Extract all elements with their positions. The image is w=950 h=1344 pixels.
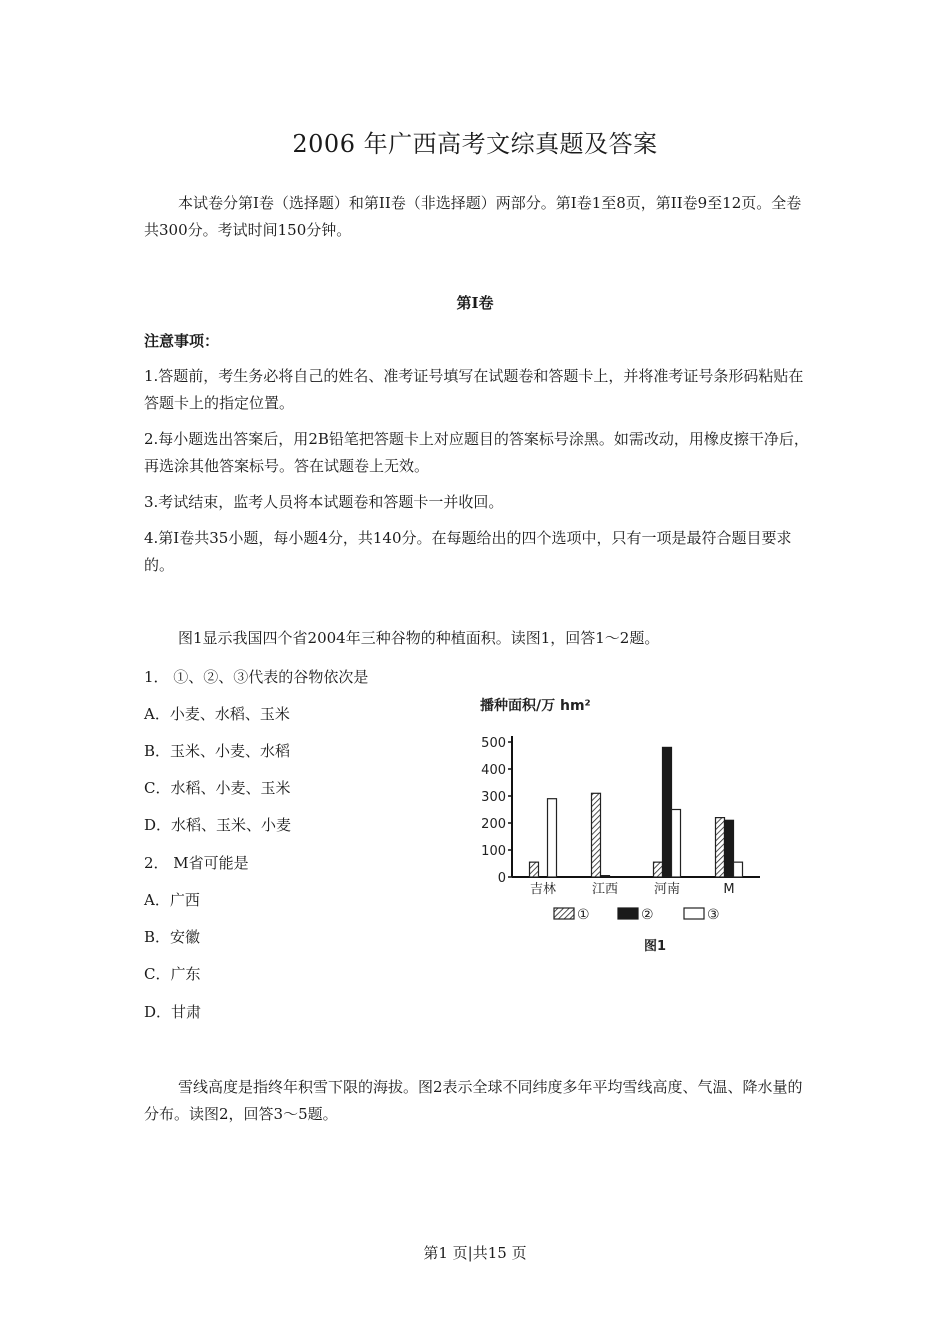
bar-吉林-series-3 (548, 799, 557, 877)
question-2-option-b: B．安徽 (144, 928, 201, 946)
notice-item: 3.考试结束，监考人员将本试题卷和答题卡一并收回。 (144, 493, 504, 511)
bar-吉林-series-1 (530, 862, 539, 877)
bar-M-series-2 (725, 820, 734, 877)
bar-河南-series-2 (663, 747, 672, 877)
x-tick-label: M (723, 882, 735, 897)
y-tick-label: 100 (481, 844, 506, 859)
legend-swatch (618, 908, 638, 919)
document-title: 2006 年广西高考文综真题及答案 (292, 130, 658, 158)
question-1-option-b: B．玉米、小麦、水稻 (144, 742, 291, 760)
bar-河南-series-3 (672, 810, 681, 878)
notice-item: 2.每小题选出答案后，用2B铅笔把答题卡上对应题目的答案标号涂黑。如需改动，用橡皮擦干净后，再选涂其他答案标号。答在试题卷上无效。 (144, 430, 809, 475)
y-tick-label: 200 (481, 817, 506, 832)
y-tick-label: 300 (481, 790, 506, 805)
x-tick-label: 江西 (591, 882, 619, 897)
intro-paragraph: 本试卷分第I卷（选择题）和第II卷（非选择题）两部分。第I卷1至8页，第II卷9至12页。全卷共300分。考试时间150分钟。 (144, 194, 802, 239)
page-footer: 第1 页|共15 页 (423, 1244, 527, 1262)
bar-M-series-1 (716, 818, 725, 877)
chart-ylabel: 播种面积/万 hm² (480, 698, 591, 714)
bar-河南-series-1 (654, 862, 663, 877)
question-1-option-c: C．水稻、小麦、玉米 (144, 779, 291, 797)
question-2-stem: 2． M省可能是 (144, 854, 249, 872)
bar-江西-series-2 (601, 876, 610, 877)
question-1-stem: 1． ①、②、③代表的谷物依次是 (144, 668, 369, 686)
bar-江西-series-1 (592, 793, 601, 877)
figure2-intro: 雪线高度是指终年积雪下限的海拔。图2表示全球不同纬度多年平均雪线高度、气温、降水量的分布。读图2，回答3～5题。 (144, 1078, 803, 1123)
figure1-bar-chart (470, 690, 770, 960)
question-2-option-c: C．广东 (144, 965, 201, 983)
bar-M-series-3 (734, 862, 743, 877)
y-tick-label: 400 (481, 763, 506, 778)
question-2-option-d: D．甘肃 (144, 1003, 202, 1021)
notice-heading: 注意事项： (144, 332, 220, 350)
chart-title: 图1 (643, 939, 667, 954)
question-1-option-d: D．水稻、玉米、小麦 (144, 816, 292, 834)
legend-swatch (554, 908, 574, 919)
question-2-option-a: A．广西 (144, 891, 200, 909)
figure1-intro: 图1显示我国四个省2004年三种谷物的种植面积。读图1，回答1～2题。 (178, 629, 660, 647)
section-title: 第I卷 (456, 294, 494, 312)
y-tick-label: 500 (481, 736, 506, 751)
x-tick-label: 吉林 (529, 882, 557, 897)
y-tick-label: 0 (497, 871, 506, 886)
question-1-option-a: A．小麦、水稻、玉米 (144, 705, 290, 723)
legend-label: ② (641, 907, 654, 923)
notice-item: 1.答题前，考生务必将自己的姓名、准考证号填写在试题卷和答题卡上，并将准考证号条形码粘贴在答题卡上的指定位置。 (144, 367, 804, 412)
legend-label: ① (577, 907, 590, 923)
x-tick-label: 河南 (653, 882, 681, 897)
legend-swatch (684, 908, 704, 919)
legend-label: ③ (707, 907, 720, 923)
notice-item: 4.第I卷共35小题，每小题4分，共140分。在每题给出的四个选项中，只有一项是最符合题目要求的。 (144, 529, 792, 574)
